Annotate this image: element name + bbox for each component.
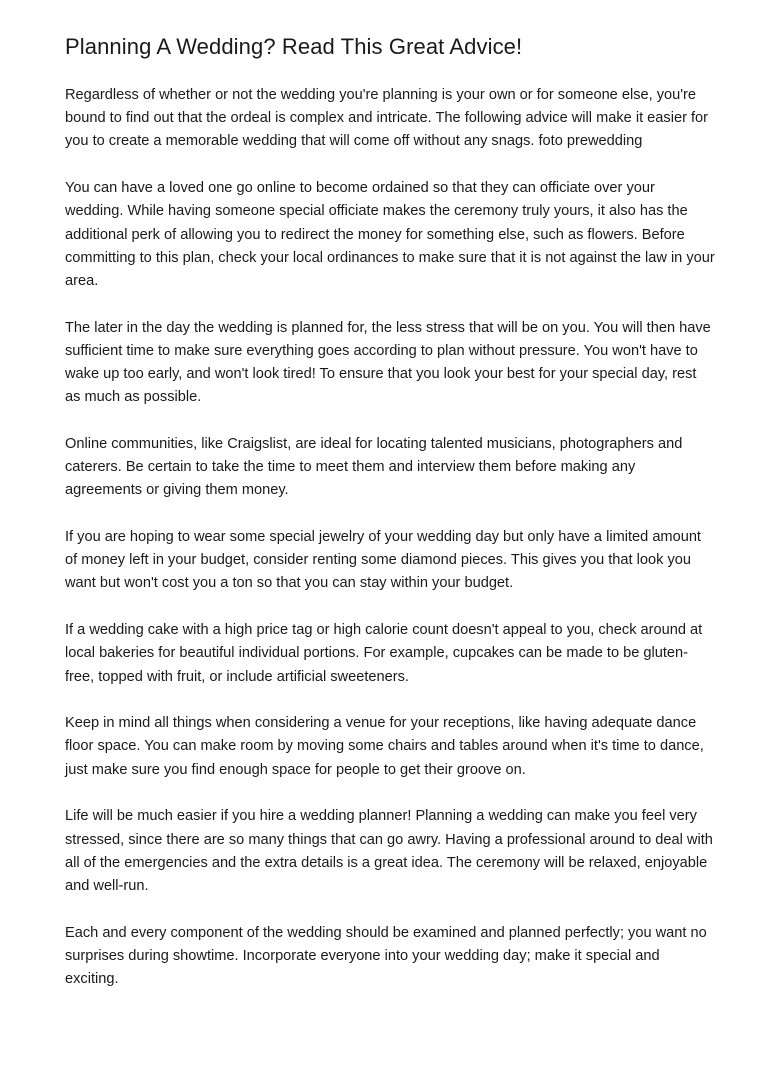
paragraph-planning: Each and every component of the wedding should be examined and planned perfectly; you want no surprises during showtime. Incorporate everyone into your wedding day; make it special and exciting. <box>65 924 707 988</box>
document-page <box>65 32 715 1015</box>
paragraph-cake: If a wedding cake with a high price tag or high calorie count doesn't appeal to you, check around at local bakeries for beautiful individual portions. For example, cupcakes can be made to be gluten-free, topped with fruit, or include artificial sweeteners. <box>65 622 703 685</box>
paragraph-timing: The later in the day the wedding is planned for, the less stress that will be on you. You will then have sufficient time to make sure everything goes according to plan without pressure. You won't have to wake up too early, and won't look tired! To ensure that you look your best for your special day, rest as much as possible. <box>65 319 711 406</box>
paragraph-online-communities: Online communities, like Craigslist, are ideal for locating talented musicians, photographers and caterers. Be certain to take the time to meet them and interview them before making any agreements or giving them money. <box>65 435 683 499</box>
paragraph-venue: Keep in mind all things when considering a venue for your receptions, like having adequate dance floor space. You can make room by moving some chairs and tables around when it's time to dance, just make sure you find enough space for people to get their groove on. <box>65 715 704 778</box>
page-title: Planning A Wedding? Read This Great Advice! <box>65 34 523 59</box>
paragraph-intro: Regardless of whether or not the wedding you're planning is your own or for someone else, you're bound to find out that the ordeal is complex and intricate. The following advice will make it easier for you to create a memorable wedding that will come off without any snags. foto prewedding <box>65 87 709 150</box>
paragraph-jewelry: If you are hoping to wear some special jewelry of your wedding day but only have a limited amount of money left in your budget, consider renting some diamond pieces. This gives you that look you want but won't cost you a ton so that you can stay within your budget. <box>65 529 701 592</box>
paragraph-planner: Life will be much easier if you hire a wedding planner! Planning a wedding can make you feel very stressed, since there are so many things that can go awry. Having a professional around to deal with all of the emergencies and the extra details is a great idea. The ceremony will be relaxed, enjoyable and well-run. <box>65 808 713 894</box>
paragraph-officiant: You can have a loved one go online to become ordained so that they can officiate over your wedding. While having someone special officiate makes the ceremony truly yours, it also has the additional perk of allowing you to redirect the money for something else, such as flowers. Before committing to this plan, check your local ordinances to make sure that it is not against the law in your area. <box>65 180 715 289</box>
